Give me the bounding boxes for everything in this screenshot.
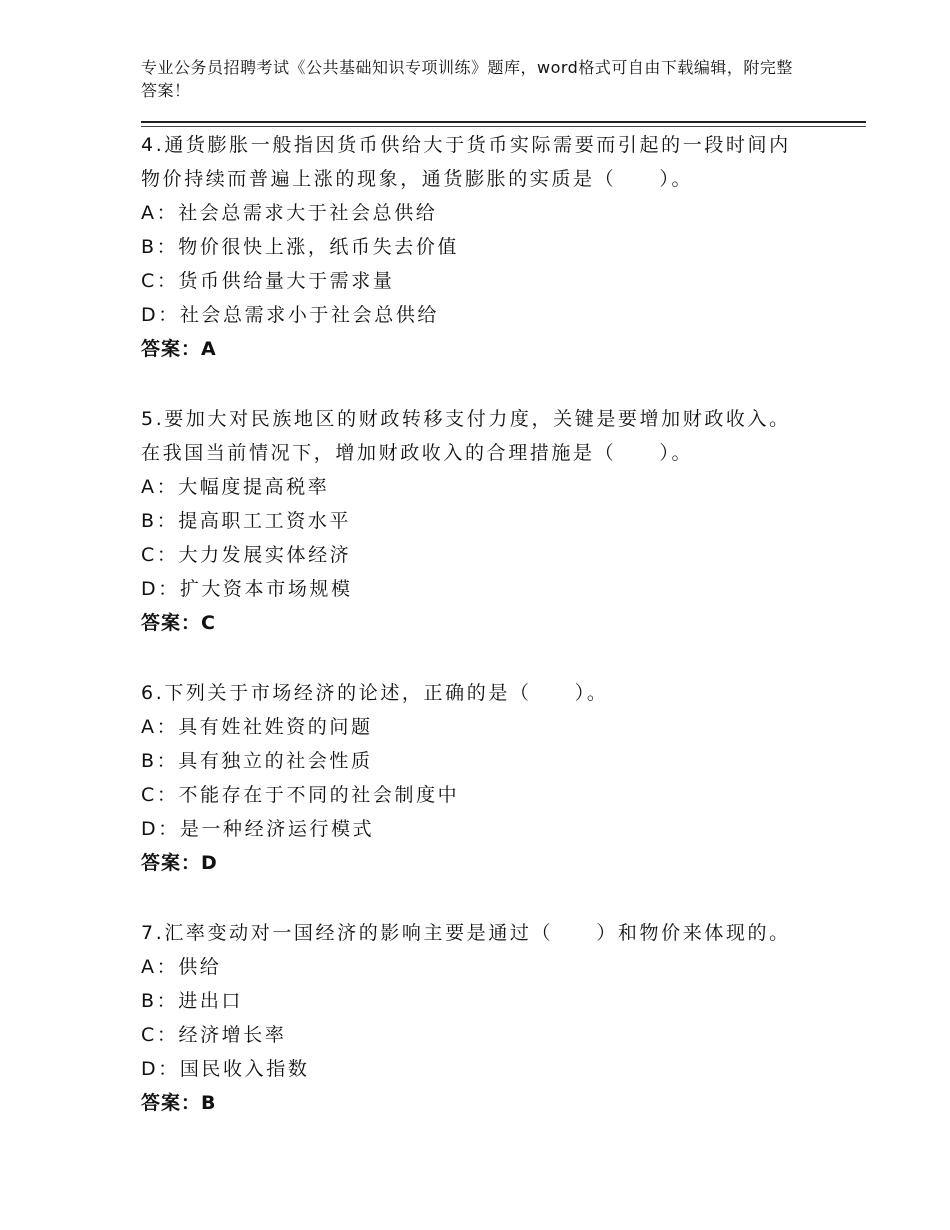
option-a: A：大幅度提高税率 <box>141 476 330 498</box>
question-stem-line: 物价持续而普遍上涨的现象，通货膨胀的实质是（ ）。 <box>141 168 694 190</box>
header-divider <box>141 121 866 123</box>
option-a: A：社会总需求大于社会总供给 <box>141 202 438 224</box>
question-4 <box>141 128 841 366</box>
question-stem-line: 在我国当前情况下，增加财政收入的合理措施是（ ）。 <box>141 442 694 464</box>
question-list <box>141 128 841 1120</box>
option-b: B：具有独立的社会性质 <box>141 750 373 772</box>
option-a: A：具有姓社姓资的问题 <box>141 716 373 738</box>
question-stem-line: 6.下列关于市场经济的论述，正确的是（ ）。 <box>141 682 609 704</box>
option-c: C：大力发展实体经济 <box>141 544 352 566</box>
question-6 <box>141 676 841 880</box>
answer-label: 答案：A <box>141 338 217 360</box>
option-b: B：物价很快上涨，纸币失去价值 <box>141 236 460 258</box>
question-stem-line: 7.汇率变动对一国经济的影响主要是通过（ ）和物价来体现的。 <box>141 922 791 944</box>
header-divider-thin <box>141 126 866 127</box>
question-stem-line: 5.要加大对民族地区的财政转移支付力度，关键是要增加财政收入。 <box>141 408 791 430</box>
answer-label: 答案：C <box>141 612 216 634</box>
question-5 <box>141 402 841 640</box>
option-c: C：不能存在于不同的社会制度中 <box>141 784 460 806</box>
option-c: C：经济增长率 <box>141 1024 287 1046</box>
option-d: D：扩大资本市场规模 <box>141 578 353 600</box>
question-7 <box>141 916 841 1120</box>
question-stem-line: 4.通货膨胀一般指因货币供给大于货币实际需要而引起的一段时间内 <box>141 134 791 156</box>
option-d: D：是一种经济运行模式 <box>141 818 375 840</box>
option-b: B：进出口 <box>141 990 244 1012</box>
answer-label: 答案：B <box>141 1092 217 1114</box>
answer-label: 答案：D <box>141 852 218 874</box>
option-a: A：供给 <box>141 956 222 978</box>
option-c: C：货币供给量大于需求量 <box>141 270 395 292</box>
page-header: 专业公务员招聘考试《公共基础知识专项训练》题库，word格式可自由下载编辑，附完整答案！ <box>141 58 793 100</box>
option-b: B：提高职工工资水平 <box>141 510 352 532</box>
option-d: D：社会总需求小于社会总供给 <box>141 304 440 326</box>
option-d: D：国民收入指数 <box>141 1058 310 1080</box>
